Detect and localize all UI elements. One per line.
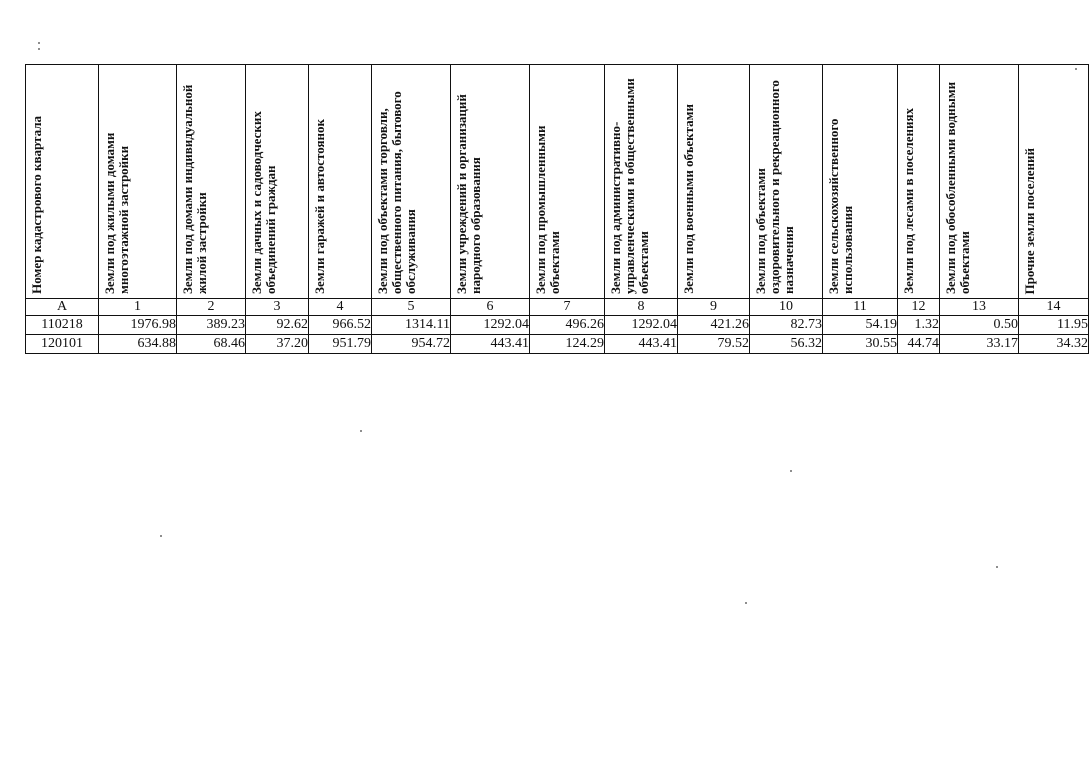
header-label: Земли под административно-управленческими и общественными объектами: [608, 78, 651, 294]
table-row: [26, 316, 1089, 335]
column-number: 4: [309, 299, 372, 316]
cadastral-quarter-number: 110218: [26, 316, 99, 335]
column-number: 3: [246, 299, 309, 316]
scan-speck: [360, 430, 362, 432]
header-label: Земли гаражей и автостоянок: [312, 119, 327, 294]
land-use-table: [25, 64, 1089, 354]
table-cell: 1292.04: [605, 316, 678, 335]
header-cell-cadastral-quarter: [26, 65, 99, 299]
table-cell: 1976.98: [99, 316, 177, 335]
table-cell: 92.62: [246, 316, 309, 335]
header-cell-dacha: [246, 65, 309, 299]
header-label: Земли под домами индивидуальной жилой застройки: [180, 84, 209, 294]
table-cell: 443.41: [605, 335, 678, 354]
column-number: 10: [750, 299, 823, 316]
header-cell-agricultural: [823, 65, 898, 299]
scan-speck: [996, 566, 998, 568]
header-cell-other: [1019, 65, 1089, 299]
header-label: Прочие земли поселений: [1022, 147, 1037, 294]
table-row: [26, 335, 1089, 354]
table-cell: 634.88: [99, 335, 177, 354]
header-label: Земли под военными объектами: [681, 104, 696, 294]
header-label: Земли под лесами в поселениях: [901, 108, 916, 294]
header-label: Земли под промышленными объектами: [533, 125, 562, 294]
column-number: 5: [372, 299, 451, 316]
column-number: 2: [177, 299, 246, 316]
table-cell: 124.29: [530, 335, 605, 354]
header-cell-water: [940, 65, 1019, 299]
column-number: 13: [940, 299, 1019, 316]
column-number: 6: [451, 299, 530, 316]
column-number: 7: [530, 299, 605, 316]
table-cell: 33.17: [940, 335, 1019, 354]
header-cell-garages: [309, 65, 372, 299]
column-number: 9: [678, 299, 750, 316]
table-cell: 82.73: [750, 316, 823, 335]
header-cell-forests: [898, 65, 940, 299]
table-cell: 496.26: [530, 316, 605, 335]
table-cell: 0.50: [940, 316, 1019, 335]
scan-speck: [160, 535, 162, 537]
header-label: Земли под жилыми домами многоэтажной застройки: [102, 132, 131, 294]
cadastral-quarter-number: 120101: [26, 335, 99, 354]
column-number: 12: [898, 299, 940, 316]
header-label: Земли учреждений и организаций народного образования: [454, 94, 483, 294]
table-cell: 421.26: [678, 316, 750, 335]
table-cell: 37.20: [246, 335, 309, 354]
table-cell: 56.32: [750, 335, 823, 354]
header-label: Земли под объектами торговли, общественного питания, бытового обслуживания: [375, 91, 418, 294]
header-cell-education: [451, 65, 530, 299]
header-cell-administrative: [605, 65, 678, 299]
table-cell: 79.52: [678, 335, 750, 354]
header-label: Земли дачных и садоводческих объединений граждан: [249, 111, 278, 294]
header-cell-trade: [372, 65, 451, 299]
scan-speck: [745, 602, 747, 604]
table-cell: 1292.04: [451, 316, 530, 335]
table-cell: 389.23: [177, 316, 246, 335]
table-cell: 54.19: [823, 316, 898, 335]
table-cell: 966.52: [309, 316, 372, 335]
table-cell: 954.72: [372, 335, 451, 354]
header-label: Земли под объектами оздоровительного и рекреационного назначения: [753, 80, 796, 294]
header-label: Земли сельскохозяйственного использования: [826, 118, 855, 294]
header-cell-industrial: [530, 65, 605, 299]
header-label: Номер кадастрового квартала: [29, 116, 44, 294]
column-number: 8: [605, 299, 678, 316]
table-cell: 1314.11: [372, 316, 451, 335]
header-cell-individual-housing: [177, 65, 246, 299]
column-number-row: [26, 299, 1089, 316]
table-cell: 443.41: [451, 335, 530, 354]
column-number: 11: [823, 299, 898, 316]
table-cell: 951.79: [309, 335, 372, 354]
header-cell-recreation: [750, 65, 823, 299]
header-cell-multistorey: [99, 65, 177, 299]
column-number: 1: [99, 299, 177, 316]
header-row: [26, 65, 1089, 299]
table-cell: 44.74: [898, 335, 940, 354]
table-cell: 1.32: [898, 316, 940, 335]
table-cell: 34.32: [1019, 335, 1089, 354]
table-cell: 68.46: [177, 335, 246, 354]
scan-speck: [38, 42, 40, 44]
header-cell-military: [678, 65, 750, 299]
header-label: Земли под обособленными водными объектами: [943, 81, 972, 294]
table-cell: 11.95: [1019, 316, 1089, 335]
scan-speck: [790, 470, 792, 472]
column-number: 14: [1019, 299, 1089, 316]
column-number: А: [26, 299, 99, 316]
table-cell: 30.55: [823, 335, 898, 354]
scan-speck: [38, 48, 40, 50]
